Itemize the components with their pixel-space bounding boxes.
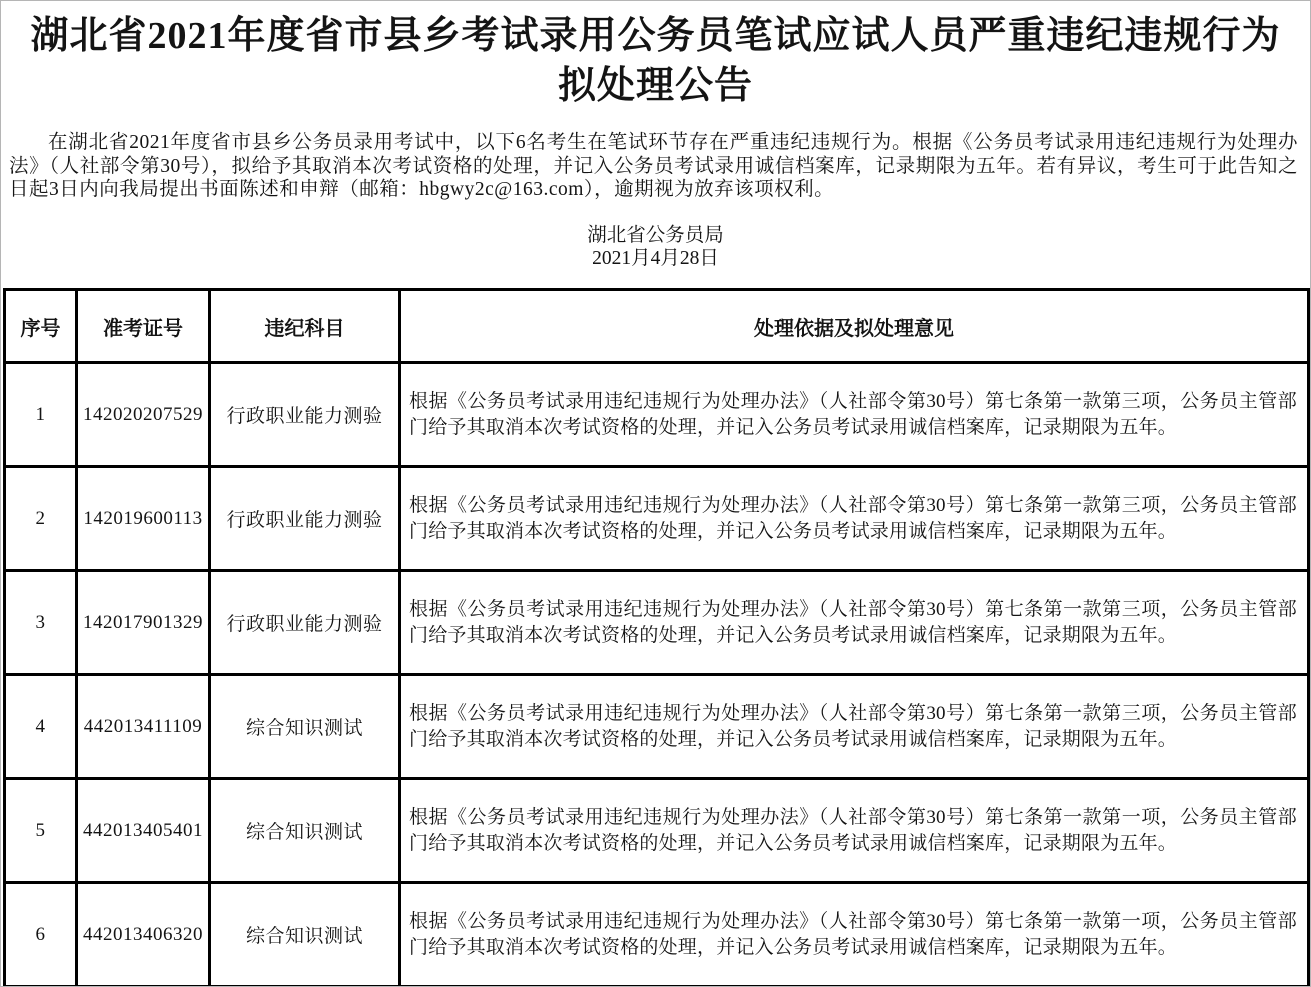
header-ticket-number: 准考证号 [77,290,210,363]
cell-handling-basis: 根据《公务员考试录用违纪违规行为处理办法》（人社部令第30号）第七条第一款第一项，公务员主管部门给予其取消本次考试资格的处理，并记入公务员考试录用诚信档案库，记录期限为五年。 [400,779,1309,883]
signature-block [1,224,1310,270]
cell-handling-basis: 根据《公务员考试录用违纪违规行为处理办法》（人社部令第30号）第七条第一款第三项，公务员主管部门给予其取消本次考试资格的处理，并记入公务员考试录用诚信档案库，记录期限为五年。 [400,571,1309,675]
cell-violation-subject: 行政职业能力测验 [210,363,400,467]
intro-paragraph: 在湖北省2021年度省市县乡公务员录用考试中，以下6名考生在笔试环节存在严重违纪违规行为。根据《公务员考试录用违纪违规行为处理办法》（人社部令第30号），拟给予其取消本次考试资格的处理，并记入公务员考试录用诚信档案库，记录期限为五年。若有异议，考生可于此告知之日起3日内向我局提出书面陈述和申辩（邮箱：hbgwy2c@163.com），逾期视为放弃该项权利。 [9,132,1298,200]
table-row [5,883,1309,987]
cell-violation-subject: 综合知识测试 [210,779,400,883]
cell-seq-number: 3 [5,571,77,675]
cell-ticket-number: 442013411109 [77,675,210,779]
page-title [11,11,1300,111]
cell-handling-basis: 根据《公务员考试录用违纪违规行为处理办法》（人社部令第30号）第七条第一款第三项，公务员主管部门给予其取消本次考试资格的处理，并记入公务员考试录用诚信档案库，记录期限为五年。 [400,363,1309,467]
cell-handling-basis: 根据《公务员考试录用违纪违规行为处理办法》（人社部令第30号）第七条第一款第三项，公务员主管部门给予其取消本次考试资格的处理，并记入公务员考试录用诚信档案库，记录期限为五年。 [400,467,1309,571]
table-header-row [5,290,1309,363]
table-row [5,363,1309,467]
title-line-2: 拟处理公告 [557,65,753,107]
table-row [5,571,1309,675]
violations-table [3,288,1310,987]
title-line-1: 湖北省2021年度省市县乡考试录用公务员笔试应试人员严重违纪违规行为 [30,15,1281,57]
cell-ticket-number: 442013406320 [77,883,210,987]
signature-org: 湖北省公务员局 [587,224,724,246]
cell-violation-subject: 行政职业能力测验 [210,571,400,675]
cell-seq-number: 4 [5,675,77,779]
cell-seq-number: 2 [5,467,77,571]
cell-ticket-number: 142017901329 [77,571,210,675]
table-row [5,675,1309,779]
cell-seq-number: 6 [5,883,77,987]
table-row [5,779,1309,883]
cell-violation-subject: 行政职业能力测验 [210,467,400,571]
signature-date: 2021月4月28日 [592,247,719,269]
cell-handling-basis: 根据《公务员考试录用违纪违规行为处理办法》（人社部令第30号）第七条第一款第一项，公务员主管部门给予其取消本次考试资格的处理，并记入公务员考试录用诚信档案库，记录期限为五年。 [400,883,1309,987]
table-row [5,467,1309,571]
header-seq-number: 序号 [5,290,77,363]
cell-seq-number: 5 [5,779,77,883]
cell-violation-subject: 综合知识测试 [210,675,400,779]
cell-handling-basis: 根据《公务员考试录用违纪违规行为处理办法》（人社部令第30号）第七条第一款第三项，公务员主管部门给予其取消本次考试资格的处理，并记入公务员考试录用诚信档案库，记录期限为五年。 [400,675,1309,779]
cell-seq-number: 1 [5,363,77,467]
cell-violation-subject: 综合知识测试 [210,883,400,987]
cell-ticket-number: 442013405401 [77,779,210,883]
header-violation-subject: 违纪科目 [210,290,400,363]
cell-ticket-number: 142020207529 [77,363,210,467]
header-handling-basis: 处理依据及拟处理意见 [400,290,1309,363]
cell-ticket-number: 142019600113 [77,467,210,571]
